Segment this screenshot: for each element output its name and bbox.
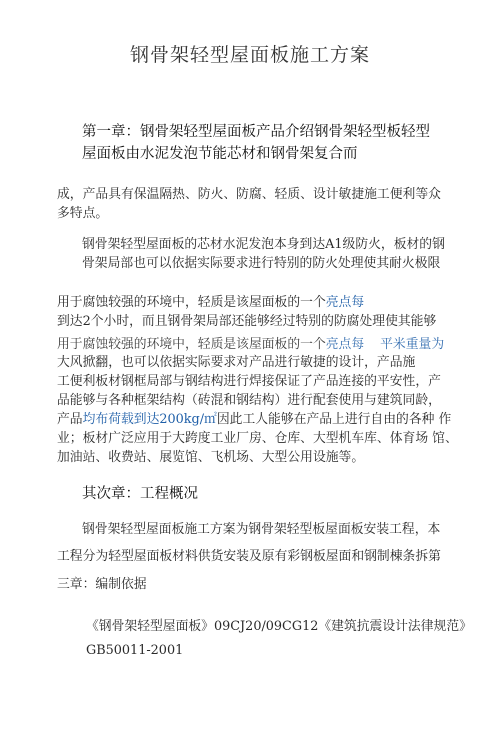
paragraph-2-line-2: 骨架局部也可以依据实际要求进行特别的防火处理使其耐火极限 — [82, 256, 441, 271]
references-line-2: GB50011-2001 — [86, 643, 184, 658]
paragraph-4-load-highlight: 均布荷载到达200kg/㎡ — [82, 412, 217, 427]
chapter3-heading-inline: 三章：编制依据 — [57, 577, 147, 592]
references-line-1: 《钢骨架轻型屋面板》09CJ20/09CG12《建筑抗震设计法律规范》 — [86, 619, 472, 634]
paragraph-4-text: 用于腐蚀较强的环境中，轻质是该屋面板的一个 — [57, 337, 326, 352]
paragraph-1-line-2: 多特点。 — [57, 206, 109, 221]
paragraph-4-line-2: 大风掀翻，也可以依据实际要求对产品进行敏捷的设计，产品施 — [57, 355, 416, 370]
paragraph-4-highlight-b: 平米重量为 — [380, 337, 445, 352]
paragraph-3-line-2: 到达2个小时，而且钢骨架局部还能够经过特别的防腐处理使其能够 — [57, 314, 437, 329]
chapter1-heading-line1: 第一章：钢骨架轻型屋面板产品介绍钢骨架轻型板轻型 — [82, 124, 430, 140]
chapter1-heading-line2: 屋面板由水泥发泡节能芯材和钢骨架复合而 — [82, 146, 358, 162]
paragraph-4-line-4: 品能够与各种框架结构（砖混和钢结构）进行配套使用与建筑同龄， — [57, 393, 441, 408]
paragraph-5-line-1: 钢骨架轻型屋面板施工方案为钢骨架轻型板屋面板安装工程，本 — [82, 522, 441, 537]
paragraph-4-line-5-prefix: 产品 — [57, 412, 83, 427]
paragraph-4-line-1 — [57, 333, 444, 352]
paragraph-4-line-5-rest: 因此工人能够在产品上进行自由的各种 作 — [216, 412, 452, 427]
paragraph-3-text: 用于腐蚀较强的环境中，轻质是该屋面板的一个 — [57, 295, 326, 310]
paragraph-4-line-3: 工便利板材钢框局部与钢结构进行焊接保证了产品连接的平安性，产 — [57, 374, 441, 389]
paragraph-1-line-1: 成，产品具有保温隔热、防火、防腐、轻质、设计敏捷施工便利等众 — [57, 187, 441, 202]
paragraph-4-highlight-a: 亮点每 — [325, 337, 365, 352]
paragraph-3-line-1 — [57, 291, 364, 310]
paragraph-5-line-2: 工程分为轻型屋面板材料供货安装及原有彩钢板屋面和钢制棟条拆第 — [57, 549, 441, 564]
document-title: 钢骨架轻型屋面板施工方案 — [129, 44, 370, 66]
paragraph-2-line-1: 钢骨架轻型屋面板的芯材水泥发泡本身到达A1级防火，板材的钢 — [82, 237, 445, 252]
paragraph-3-highlight: 亮点每 — [325, 295, 365, 310]
chapter2-heading: 其次章：工程概况 — [82, 486, 198, 502]
paragraph-4-line-6: 业；板材广泛应用于大跨度工业厂房、仓库、大型机车库、体育场 馆、 — [57, 431, 458, 446]
paragraph-4-line-7: 加油站、收费站、展览馆、飞机场、大型公用设施等。 — [57, 450, 365, 465]
paragraph-4-line-5 — [57, 408, 451, 427]
